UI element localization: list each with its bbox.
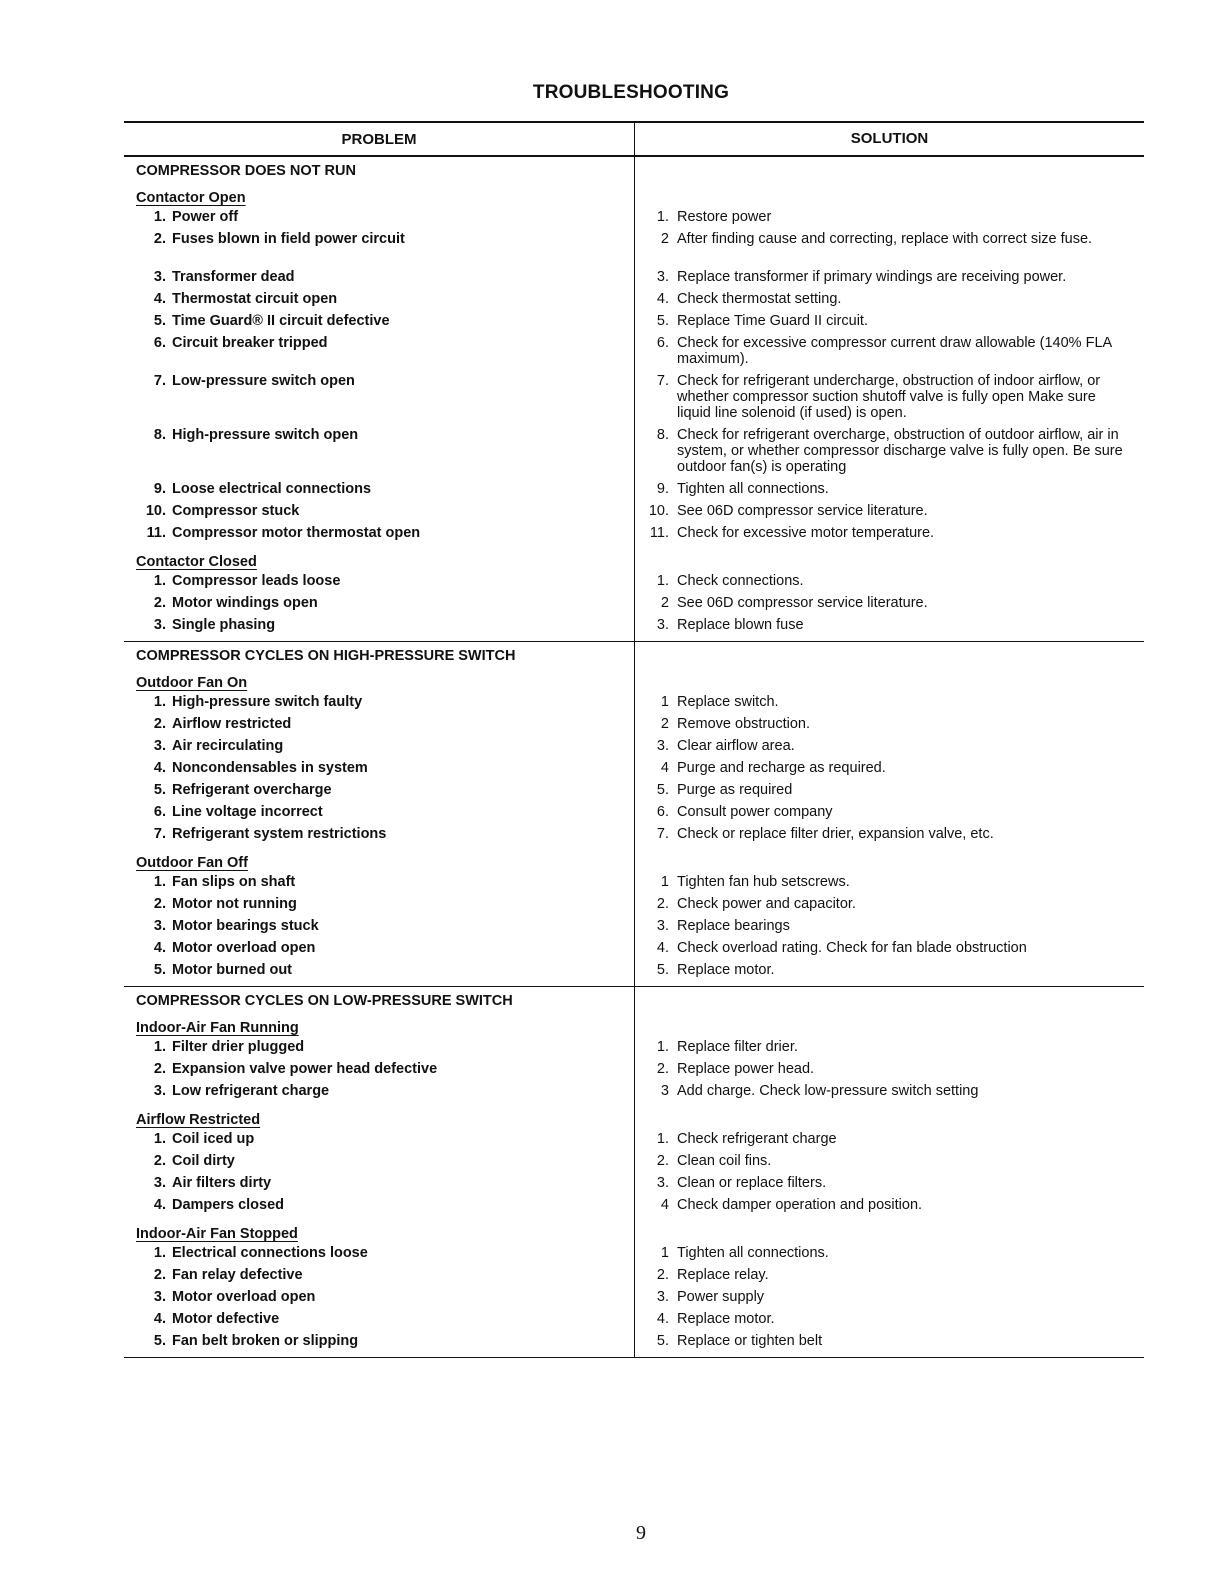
problem-item: [136, 1267, 634, 1289]
problem-item: [136, 940, 634, 962]
solution-item: [645, 617, 1130, 639]
solution-text: See 06D compressor service literature.: [677, 503, 928, 519]
solution-number: 3.: [656, 269, 669, 285]
problem-text: Refrigerant overcharge: [172, 782, 332, 798]
solution-number: 5.: [656, 962, 669, 978]
section-title: COMPRESSOR DOES NOT RUN: [136, 163, 356, 179]
solution-item: [645, 1061, 1130, 1083]
problem-item: [136, 782, 634, 804]
problem-number: 9.: [153, 481, 166, 497]
solution-number: 9.: [656, 481, 669, 497]
solution-text: Remove obstruction.: [677, 716, 810, 732]
problem-text: Fan relay defective: [172, 1267, 303, 1283]
problem-column: [124, 157, 634, 641]
problem-text: Coil iced up: [172, 1131, 255, 1147]
solution-item: [645, 427, 1130, 481]
problem-number: 3.: [153, 738, 166, 754]
troubleshooting-section: [124, 157, 1144, 642]
problem-item: [136, 313, 634, 335]
problem-item: [136, 1311, 634, 1333]
solution-text: Replace bearings: [677, 918, 790, 934]
problem-number: 5.: [153, 1333, 166, 1349]
problem-number: 1.: [153, 1039, 166, 1055]
problem-item: [136, 738, 634, 760]
solution-item: [645, 525, 1130, 547]
problem-number: 2.: [153, 595, 166, 611]
problem-item: [136, 716, 634, 738]
table-body: [124, 157, 1144, 1358]
solution-text: See 06D compressor service literature.: [677, 595, 928, 611]
solution-number: 3.: [656, 918, 669, 934]
problem-number: 2.: [153, 1153, 166, 1169]
solution-text: Restore power: [677, 209, 772, 225]
problem-column: [124, 642, 634, 986]
problem-item: [136, 874, 634, 896]
solution-number: 8.: [656, 427, 669, 443]
solution-number: 1: [660, 1245, 669, 1261]
solution-text: Check power and capacitor.: [677, 896, 856, 912]
problem-item: [136, 373, 634, 427]
solution-number: 2: [660, 595, 669, 611]
solution-text: Replace power head.: [677, 1061, 815, 1077]
solution-text: Tighten fan hub setscrews.: [677, 874, 850, 890]
solution-item: [645, 1333, 1130, 1355]
solution-number: 1: [660, 694, 669, 710]
solution-text: Check or replace filter drier, expansion valve, etc.: [677, 826, 994, 842]
problem-number: 5.: [153, 782, 166, 798]
problem-text: Airflow restricted: [172, 716, 292, 732]
solution-text: Check for refrigerant overcharge, obstruction of outdoor airflow, air in system, or whether compressor discharge valve is fully open. Be sure outdoor fan(s) is operating: [677, 427, 1123, 475]
problem-item: [136, 1153, 634, 1175]
solution-text: Clear airflow area.: [677, 738, 795, 754]
solution-number: 2.: [656, 1153, 669, 1169]
solution-item: [645, 1311, 1130, 1333]
problem-text: Time Guard® II circuit defective: [172, 313, 390, 329]
problem-text: Refrigerant system restrictions: [172, 826, 387, 842]
problem-header: PROBLEM: [341, 130, 417, 148]
solution-text: Check for excessive motor temperature.: [677, 525, 935, 541]
solution-number: 4.: [656, 1311, 669, 1327]
page-title: TROUBLESHOOTING: [532, 82, 730, 103]
subsection-title: Airflow Restricted: [136, 1112, 261, 1128]
solution-number: 3.: [656, 1289, 669, 1305]
problem-text: Motor burned out: [172, 962, 293, 978]
troubleshooting-section: [124, 642, 1144, 987]
solution-number: 1.: [656, 209, 669, 225]
solution-item: [645, 335, 1130, 373]
solution-number: 4: [660, 1197, 669, 1213]
page-number: 9: [636, 1522, 646, 1544]
problem-text: Electrical connections loose: [172, 1245, 368, 1261]
problem-text: Motor windings open: [172, 595, 318, 611]
problem-number: 2.: [153, 1267, 166, 1283]
solution-item: [645, 1289, 1130, 1311]
problem-number: 3.: [153, 1175, 166, 1191]
solution-number: 6.: [656, 335, 669, 351]
problem-number: 7.: [153, 373, 166, 389]
problem-item: [136, 1289, 634, 1311]
solution-item: [645, 1197, 1130, 1219]
problem-text: Motor defective: [172, 1311, 280, 1327]
subsection-title: Contactor Open: [136, 190, 246, 206]
solution-item: [645, 209, 1130, 231]
problem-number: 10.: [145, 503, 166, 519]
solution-item: [645, 962, 1130, 984]
problem-item: [136, 573, 634, 595]
subsection-title: Outdoor Fan On: [136, 675, 248, 691]
solution-number: 11.: [649, 525, 669, 541]
problem-number: 3.: [153, 1083, 166, 1099]
problem-item: [136, 760, 634, 782]
solution-number: 7.: [656, 373, 669, 389]
solution-text: Check for refrigerant undercharge, obstruction of indoor airflow, or whether compressor suction shutoff valve is fully open Make sure liquid line solenoid (if used) is open.: [677, 373, 1101, 421]
problem-text: Coil dirty: [172, 1153, 235, 1169]
problem-item: [136, 291, 634, 313]
problem-text: Expansion valve power head defective: [172, 1061, 438, 1077]
solution-number: 1.: [656, 1039, 669, 1055]
section-title: COMPRESSOR CYCLES ON HIGH-PRESSURE SWITCH: [136, 648, 516, 664]
problem-item: [136, 918, 634, 940]
solution-item: [645, 760, 1130, 782]
solution-text: Check overload rating. Check for fan blade obstruction: [677, 940, 1027, 956]
problem-item: [136, 1083, 634, 1105]
problem-number: 3.: [153, 269, 166, 285]
problem-text: Compressor stuck: [172, 503, 300, 519]
problem-text: Thermostat circuit open: [172, 291, 338, 307]
problem-number: 7.: [153, 826, 166, 842]
problem-text: Loose electrical connections: [172, 481, 372, 497]
solution-number: 2.: [656, 1267, 669, 1283]
solution-number: 3.: [656, 738, 669, 754]
problem-text: Motor bearings stuck: [172, 918, 319, 934]
problem-number: 5.: [153, 962, 166, 978]
problem-number: 8.: [153, 427, 166, 443]
problem-item: [136, 617, 634, 639]
solution-text: Replace switch.: [677, 694, 779, 710]
problem-number: 1.: [153, 573, 166, 589]
problem-item: [136, 1245, 634, 1267]
problem-text: Air filters dirty: [172, 1175, 272, 1191]
solution-item: [645, 804, 1130, 826]
solution-item: [645, 1153, 1130, 1175]
solution-text: Clean coil fins.: [677, 1153, 772, 1169]
problem-text: Fuses blown in field power circuit: [172, 231, 405, 247]
solution-text: Power supply: [677, 1289, 765, 1305]
solution-text: Check thermostat setting.: [677, 291, 842, 307]
subsection-title: Contactor Closed: [136, 554, 257, 570]
problem-number: 4.: [153, 1311, 166, 1327]
solution-item: [645, 874, 1130, 896]
problem-item: [136, 1175, 634, 1197]
problem-number: 11.: [146, 525, 166, 541]
solution-item: [645, 573, 1130, 595]
problem-item: [136, 896, 634, 918]
problem-number: 1.: [153, 1245, 166, 1261]
problem-number: 6.: [153, 804, 166, 820]
problem-text: Filter drier plugged: [172, 1039, 305, 1055]
problem-number: 1.: [153, 209, 166, 225]
solution-header: SOLUTION: [634, 123, 1144, 155]
problem-number: 2.: [153, 716, 166, 732]
solution-item: [645, 291, 1130, 313]
solution-number: 1.: [656, 1131, 669, 1147]
problem-text: Motor overload open: [172, 1289, 316, 1305]
solution-text: Purge as required: [677, 782, 793, 798]
solution-text: Add charge. Check low-pressure switch setting: [677, 1083, 979, 1099]
problem-text: Dampers closed: [172, 1197, 285, 1213]
solution-item: [645, 1267, 1130, 1289]
problem-text: Fan belt broken or slipping: [172, 1333, 359, 1349]
solution-number: 2: [660, 716, 669, 732]
solution-number: 3.: [656, 617, 669, 633]
solution-item: [645, 940, 1130, 962]
solution-item: [645, 738, 1130, 760]
subsection-title: Outdoor Fan Off: [136, 855, 248, 871]
problem-item: [136, 694, 634, 716]
solution-item: [645, 1039, 1130, 1061]
solution-column: [634, 157, 1144, 641]
solution-number: 10.: [648, 503, 669, 519]
solution-number: 1.: [656, 573, 669, 589]
solution-item: [645, 481, 1130, 503]
solution-text: Check damper operation and position.: [677, 1197, 923, 1213]
problem-text: Motor not running: [172, 896, 297, 912]
problem-text: Line voltage incorrect: [172, 804, 323, 820]
problem-number: 3.: [153, 918, 166, 934]
solution-text: After finding cause and correcting, replace with correct size fuse.: [677, 231, 1093, 247]
problem-item: [136, 209, 634, 231]
problem-item: [136, 962, 634, 984]
problem-item: [136, 595, 634, 617]
solution-text: Replace blown fuse: [677, 617, 804, 633]
problem-number: 1.: [153, 694, 166, 710]
subsection-title: Indoor-Air Fan Stopped: [136, 1226, 298, 1242]
problem-text: Compressor leads loose: [172, 573, 341, 589]
solution-text: Replace or tighten belt: [677, 1333, 823, 1349]
solution-item: [645, 896, 1130, 918]
solution-item: [645, 1083, 1130, 1105]
solution-text: Purge and recharge as required.: [677, 760, 886, 776]
solution-text: Replace transformer if primary windings are receiving power.: [677, 269, 1067, 285]
problem-item: [136, 1061, 634, 1083]
solution-item: [645, 716, 1130, 738]
troubleshooting-section: [124, 987, 1144, 1358]
solution-text: Consult power company: [677, 804, 833, 820]
problem-text: Motor overload open: [172, 940, 316, 956]
solution-text: Check refrigerant charge: [677, 1131, 837, 1147]
problem-item: [136, 1131, 634, 1153]
solution-item: [645, 694, 1130, 716]
subsection-title: Indoor-Air Fan Running: [136, 1020, 299, 1036]
table-header: [124, 121, 1144, 157]
solution-number: 5.: [656, 313, 669, 329]
solution-number: 2.: [656, 896, 669, 912]
problem-item: [136, 269, 634, 291]
problem-number: 5.: [153, 313, 166, 329]
problem-number: 4.: [153, 760, 166, 776]
problem-item: [136, 1333, 634, 1355]
solution-number: 2.: [656, 1061, 669, 1077]
problem-text: Low refrigerant charge: [172, 1083, 330, 1099]
solution-text: Replace filter drier.: [677, 1039, 798, 1055]
solution-item: [645, 269, 1130, 291]
problem-column: [124, 987, 634, 1357]
solution-item: [645, 313, 1130, 335]
solution-item: [645, 826, 1130, 848]
problem-number: 2.: [153, 1061, 166, 1077]
solution-column: [634, 642, 1144, 986]
solution-text: Replace relay.: [677, 1267, 769, 1283]
problem-item: [136, 1039, 634, 1061]
problem-text: Transformer dead: [172, 269, 295, 285]
problem-text: Low-pressure switch open: [172, 373, 355, 389]
solution-item: [645, 918, 1130, 940]
problem-item: [136, 804, 634, 826]
problem-number: 1.: [153, 874, 166, 890]
problem-text: Circuit breaker tripped: [172, 335, 328, 351]
problem-item: [136, 525, 634, 547]
problem-item: [136, 826, 634, 848]
solution-number: 7.: [656, 826, 669, 842]
solution-number: 5.: [656, 1333, 669, 1349]
problem-item: [136, 427, 634, 481]
solution-item: [645, 1245, 1130, 1267]
problem-number: 3.: [153, 617, 166, 633]
problem-number: 4.: [153, 940, 166, 956]
problem-number: 1.: [153, 1131, 166, 1147]
solution-item: [645, 231, 1130, 269]
problem-text: Air recirculating: [172, 738, 284, 754]
solution-number: 6.: [656, 804, 669, 820]
problem-text: Single phasing: [172, 617, 276, 633]
problem-item: [136, 1197, 634, 1219]
solution-item: [645, 503, 1130, 525]
solution-number: 5.: [656, 782, 669, 798]
solution-number: 2: [660, 231, 669, 247]
solution-text: Replace motor.: [677, 962, 775, 978]
solution-number: 4.: [656, 291, 669, 307]
solution-item: [645, 782, 1130, 804]
solution-text: Tighten all connections.: [677, 481, 829, 497]
problem-item: [136, 503, 634, 525]
problem-number: 3.: [153, 1289, 166, 1305]
solution-number: 1: [660, 874, 669, 890]
problem-number: 2.: [153, 896, 166, 912]
section-title: COMPRESSOR CYCLES ON LOW-PRESSURE SWITCH: [136, 993, 513, 1009]
problem-text: High-pressure switch faulty: [172, 694, 363, 710]
solution-number: 3.: [656, 1175, 669, 1191]
solution-text: Check for excessive compressor current draw allowable (140% FLA maximum).: [677, 335, 1112, 367]
solution-column: [634, 987, 1144, 1357]
solution-item: [645, 373, 1130, 427]
problem-text: High-pressure switch open: [172, 427, 359, 443]
troubleshooting-table: [124, 121, 1144, 1358]
problem-text: Power off: [172, 209, 239, 225]
problem-number: 2.: [153, 231, 166, 247]
solution-text: Replace Time Guard II circuit.: [677, 313, 868, 329]
solution-text: Replace motor.: [677, 1311, 775, 1327]
solution-text: Tighten all connections.: [677, 1245, 829, 1261]
problem-number: 6.: [153, 335, 166, 351]
solution-number: 4.: [656, 940, 669, 956]
problem-text: Fan slips on shaft: [172, 874, 296, 890]
solution-item: [645, 1131, 1130, 1153]
problem-number: 4.: [153, 1197, 166, 1213]
problem-text: Compressor motor thermostat open: [172, 525, 421, 541]
solution-number: 4: [660, 760, 669, 776]
solution-item: [645, 1175, 1130, 1197]
solution-number: 3: [660, 1083, 669, 1099]
problem-item: [136, 481, 634, 503]
problem-text: Noncondensables in system: [172, 760, 368, 776]
solution-item: [645, 595, 1130, 617]
problem-number: 4.: [153, 291, 166, 307]
problem-item: [136, 231, 634, 269]
problem-item: [136, 335, 634, 373]
solution-text: Check connections.: [677, 573, 804, 589]
solution-text: Clean or replace filters.: [677, 1175, 827, 1191]
